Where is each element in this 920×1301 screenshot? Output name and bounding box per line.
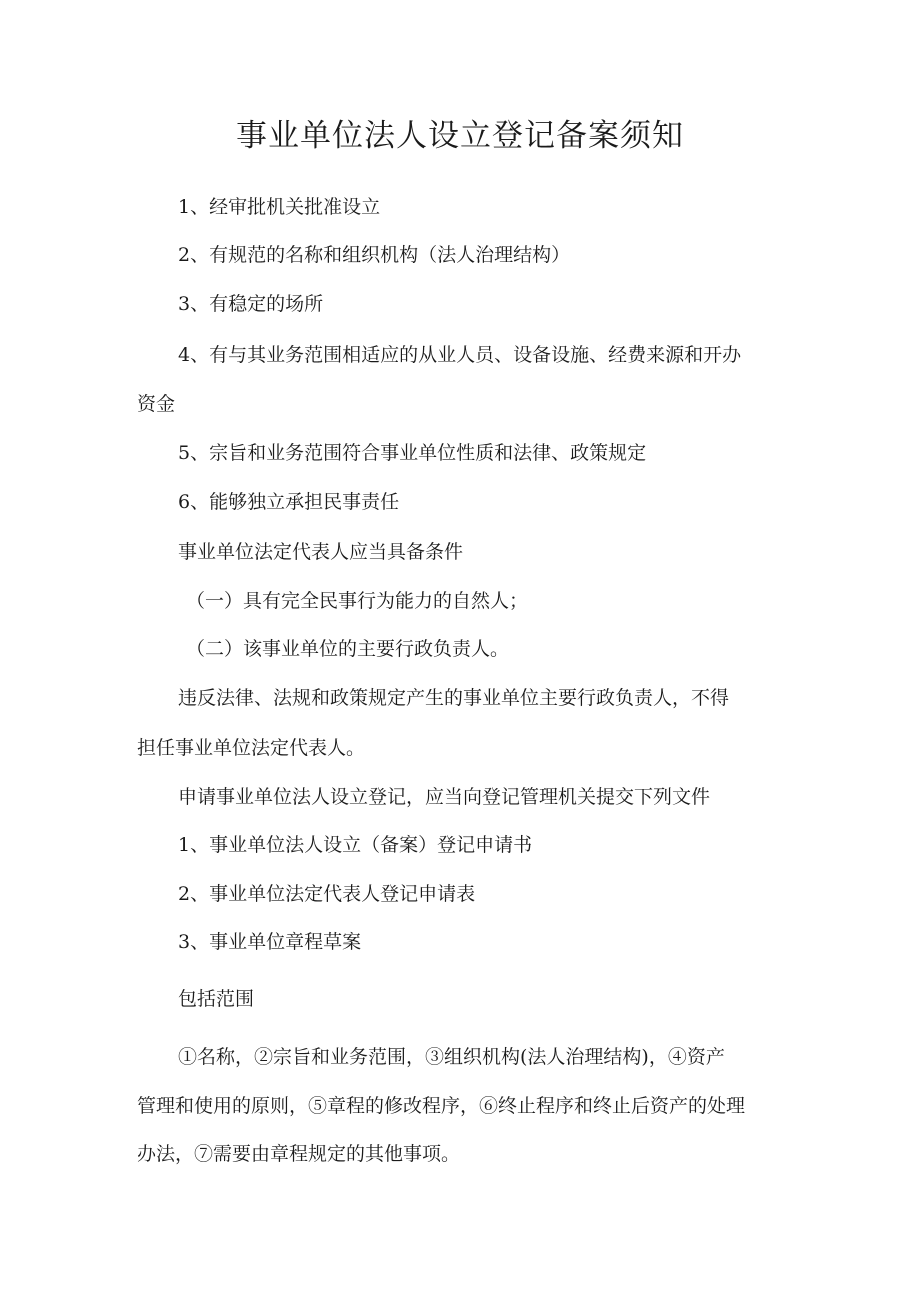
scope-line-continued: 办法，⑦需要由章程规定的其他事项。 <box>137 1143 461 1165</box>
condition-line: 6、能够独立承担民事责任 <box>178 491 400 513</box>
file-item: 3、事业单位章程草案 <box>178 931 362 953</box>
files-heading: 申请事业单位法人设立登记，应当向登记管理机关提交下列文件 <box>178 786 711 808</box>
representative-item: （二）该事业单位的主要行政负责人。 <box>186 638 510 660</box>
scope-line: ①名称，②宗旨和业务范围，③组织机构(法人治理结构)，④资产 <box>178 1046 725 1068</box>
scope-heading: 包括范围 <box>178 988 255 1010</box>
condition-line: 5、宗旨和业务范围符合事业单位性质和法律、政策规定 <box>178 442 647 464</box>
condition-line: 4、有与其业务范围相适应的从业人员、设备设施、经费来源和开办 <box>178 344 742 366</box>
file-item: 1、事业单位法人设立（备案）登记申请书 <box>178 834 533 856</box>
file-item: 2、事业单位法定代表人登记申请表 <box>178 883 476 905</box>
document-title: 事业单位法人设立登记备案须知 <box>236 118 684 154</box>
condition-line-continued: 资金 <box>137 393 176 415</box>
violation-line-continued: 担任事业单位法定代表人。 <box>137 737 366 759</box>
scope-line-continued: 管理和使用的原则，⑤章程的修改程序，⑥终止程序和终止后资产的处理 <box>137 1095 746 1117</box>
representative-heading: 事业单位法定代表人应当具备条件 <box>178 541 464 563</box>
violation-line: 违反法律、法规和政策规定产生的事业单位主要行政负责人，不得 <box>178 687 730 709</box>
condition-line: 1、经审批机关批准设立 <box>178 196 381 218</box>
condition-line: 3、有稳定的场所 <box>178 293 324 315</box>
condition-line: 2、有规范的名称和组织机构（法人治理结构） <box>178 244 571 266</box>
representative-item: （一）具有完全民事行为能力的自然人； <box>186 590 529 612</box>
